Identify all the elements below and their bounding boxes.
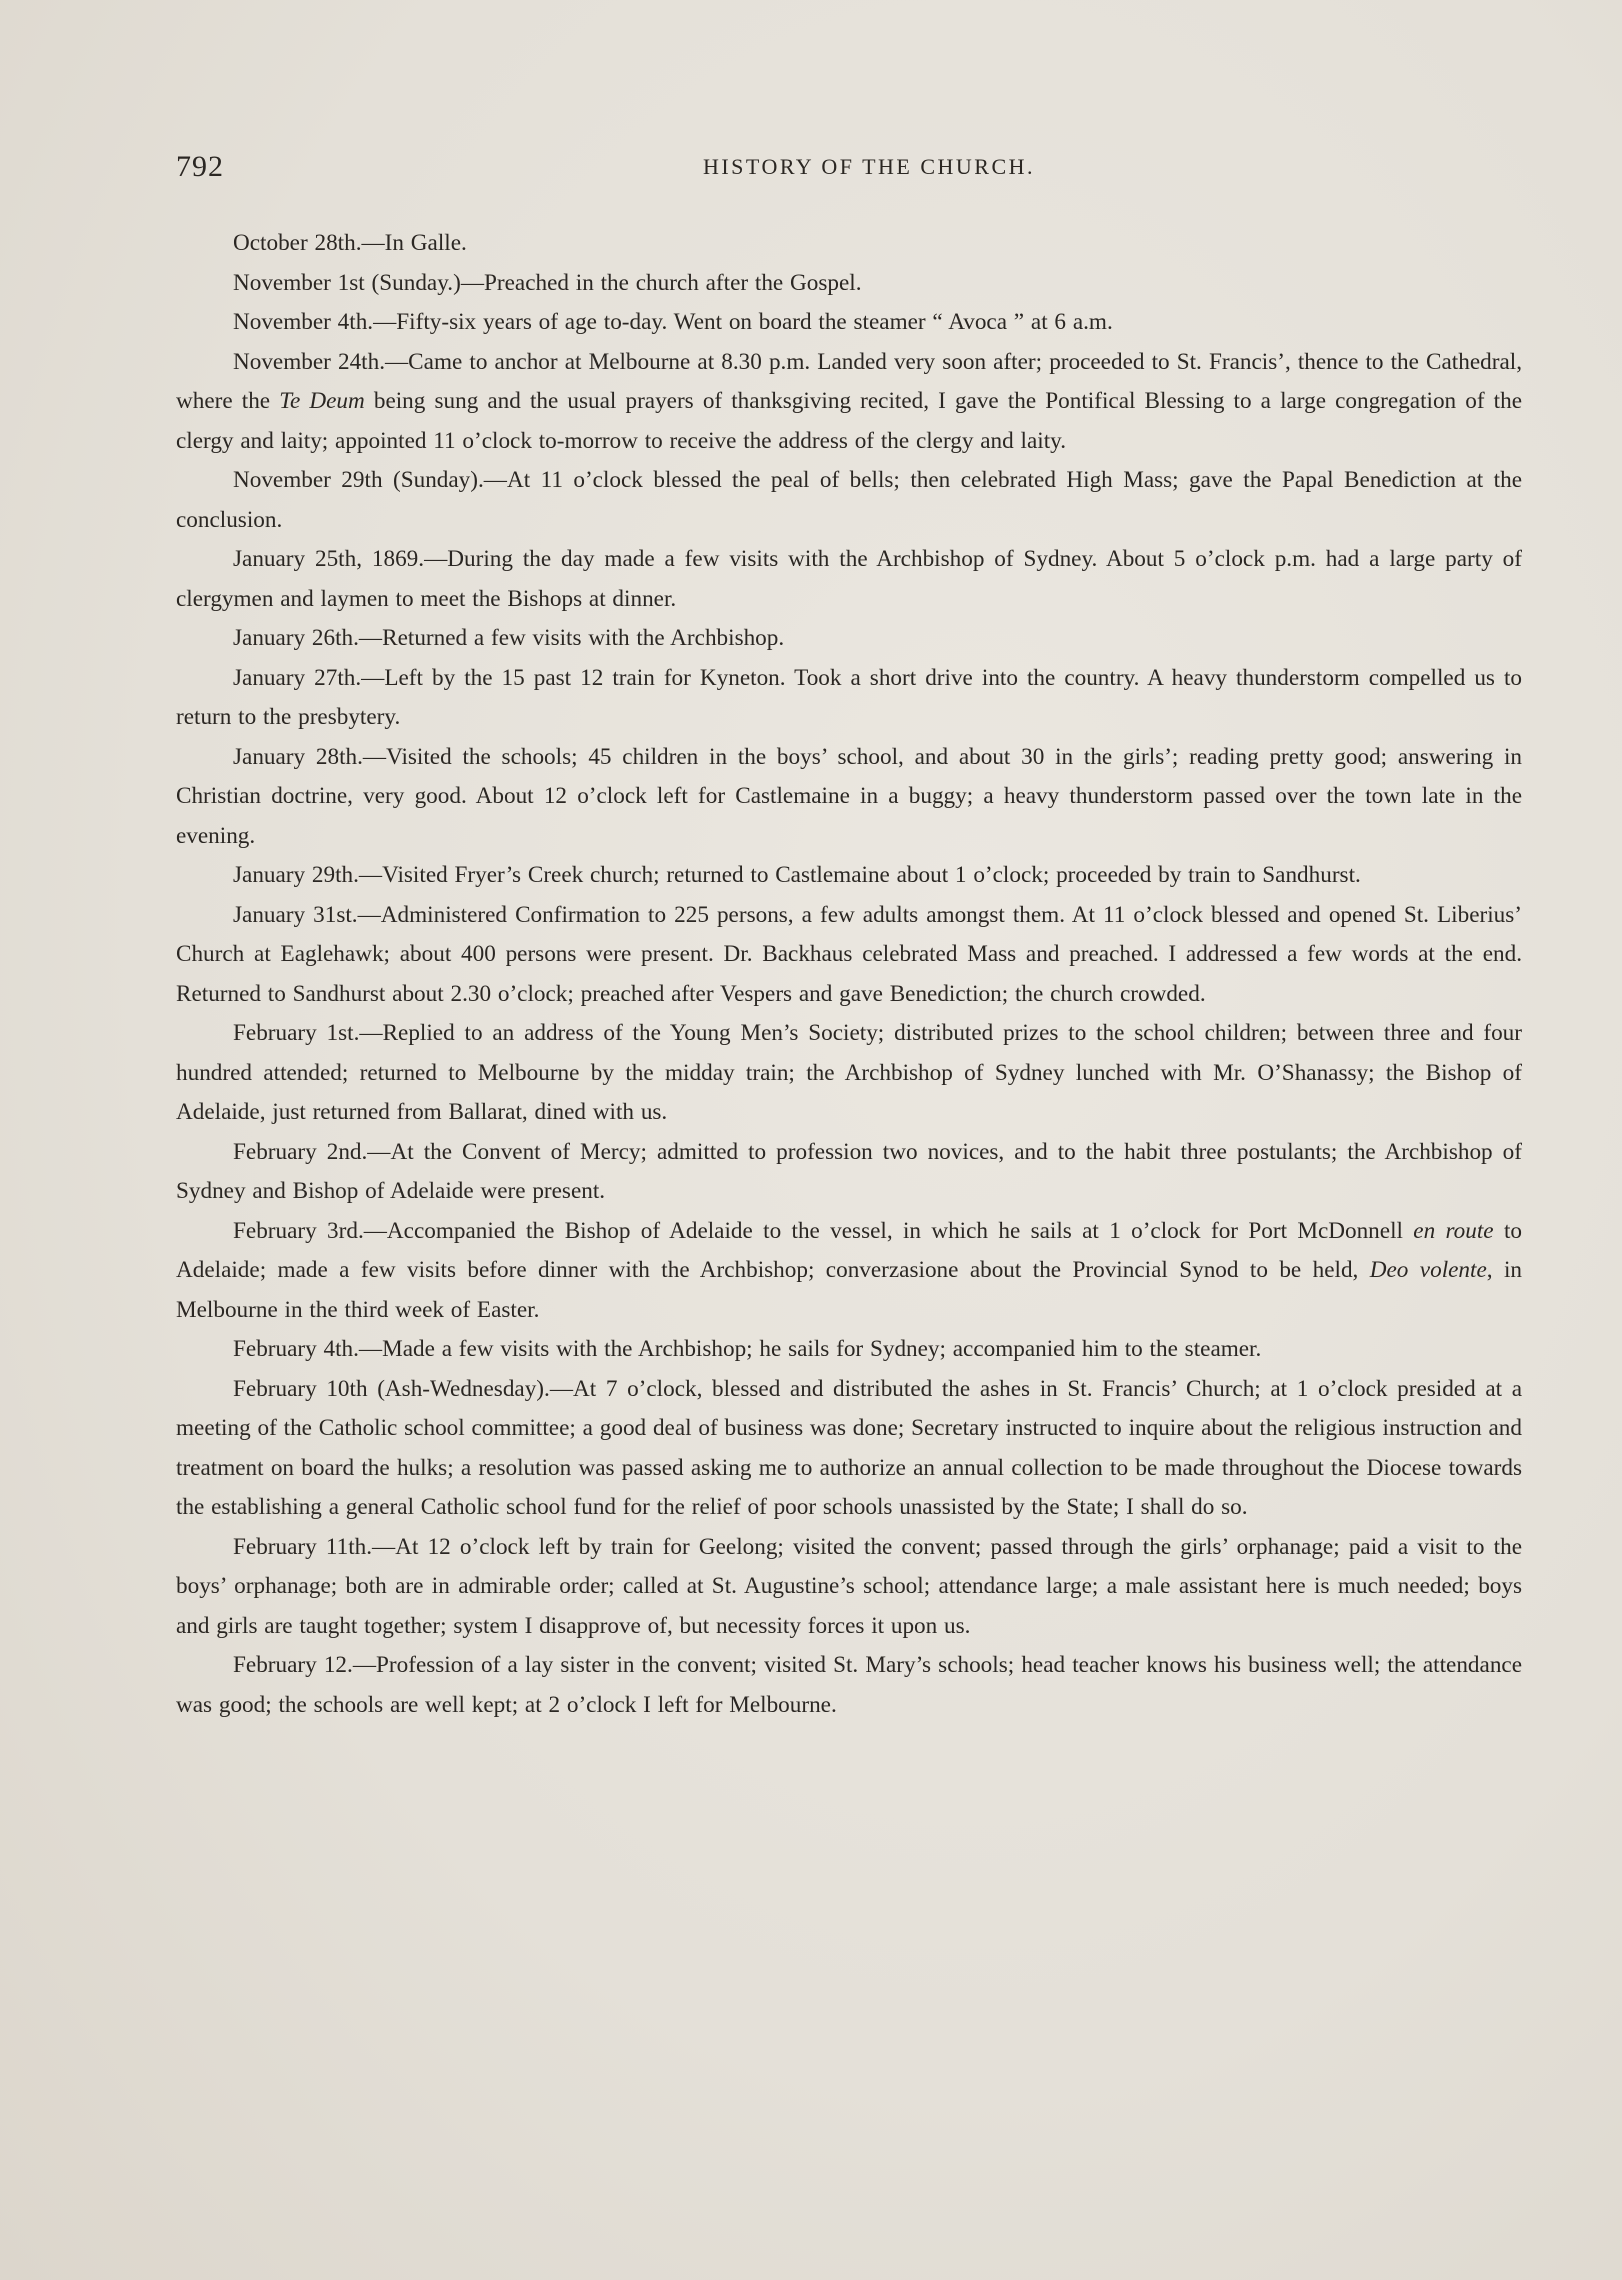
diary-entry: February 10th (Ash-Wednesday).—At 7 o’clock, blessed and distributed the ashes in St. Francis’ Church; at 1 o’clock presided at a meeting of the Catholic school committee; a good deal of business was done; Secretary instructed to inquire about the religious instruction and treatment on board the hulks; a resolution was passed asking me to authorize an annual collection to be made throughout the Diocese towards the establishing a general Catholic school fund for the relief of poor schools unassisted by the State; I shall do so. (176, 1375, 1522, 1520)
running-title: HISTORY OF THE CHURCH. (702, 154, 1036, 179)
diary-entry: January 25th, 1869.—During the day made a few visits with the Archbishop of Sydney. About 5 o’clock p.m. had a large party of clergymen and laymen to meet the Bishops at dinner. (176, 546, 1522, 612)
diary-entry: February 11th.—At 12 o’clock left by train for Geelong; visited the convent; passed through the girls’ orphanage; paid a visit to the boys’ orphanage; both are in admirable order; called at St. Augustine’s school; attendance large; a male assistant here is much needed; boys and girls are taught together; system I disapprove of, but necessity forces it upon us. (176, 1533, 1522, 1639)
diary-entry: January 31st.—Administered Confirmation to 225 persons, a few adults amongst them. At 11 o’clock blessed and opened St. Liberius’ Church at Eaglehawk; about 400 persons were present. Dr. Backhaus celebrated Mass and preached. I addressed a few words at the end. Returned to Sandhurst about 2.30 o’clock; preached after Vespers and gave Benediction; the church crowded. (176, 901, 1522, 1007)
diary-entry: February 1st.—Replied to an address of the Young Men’s Society; distributed prizes to the school children; between three and four hundred attended; returned to Melbourne by the midday train; the Archbishop of Sydney lunched with Mr. O’Shanassy; the Bishop of Adelaide, just returned from Ballarat, dined with us. (176, 1020, 1522, 1125)
page-number: 792 (176, 150, 224, 183)
diary-entry: February 2nd.—At the Convent of Mercy; admitted to profession two novices, and to the habit three postulants; the Archbishop of Sydney and Bishop of Adelaide were present. (176, 1138, 1522, 1204)
diary-entry: February 4th.—Made a few visits with the Archbishop; he sails for Sydney; accompanied him to the steamer. (233, 1336, 1262, 1362)
diary-entry: February 3rd.—Accompanied the Bishop of Adelaide to the vessel, in which he sails at 1 o’clock for Port McDonnell en route to Adelaide; made a few visits before dinner with the Archbishop; converzasione about the Provincial Synod to be held, Deo volente, in Melbourne in the third week of Easter. (176, 1217, 1523, 1323)
diary-entry: January 29th.—Visited Fryer’s Creek church; returned to Castlemaine about 1 o’clock; proceeded by train to Sandhurst. (233, 862, 1361, 888)
diary-entry: January 27th.—Left by the 15 past 12 train for Kyneton. Took a short drive into the country. A heavy thunderstorm compelled us to return to the presbytery. (176, 664, 1522, 730)
diary-entry: January 26th.—Returned a few visits with the Archbishop. (233, 625, 785, 651)
diary-text (176, 224, 1522, 1725)
diary-entry: February 12.—Profession of a lay sister in the convent; visited St. Mary’s schools; head teacher knows his business well; the attendance was good; the schools are well kept; at 2 o’clock I left for Melbourne. (176, 1652, 1522, 1718)
diary-entry: January 28th.—Visited the schools; 45 children in the boys’ school, and about 30 in the girls’; reading pretty good; answering in Christian doctrine, very good. About 12 o’clock left for Castlemaine in a buggy; a heavy thunderstorm passed over the town late in the evening. (176, 743, 1522, 849)
diary-entry: November 29th (Sunday).—At 11 o’clock blessed the peal of bells; then celebrated High Mass; gave the Papal Benediction at the conclusion. (176, 467, 1522, 533)
page-header (176, 150, 1522, 190)
diary-entry: November 4th.—Fifty-six years of age to-day. Went on board the steamer “ Avoca ” at 6 a.m. (233, 309, 1113, 335)
diary-entry: October 28th.—In Galle. (233, 230, 467, 256)
diary-entry: November 1st (Sunday.)—Preached in the church after the Gospel. (233, 269, 862, 296)
diary-entry: November 24th.—Came to anchor at Melbourne at 8.30 p.m. Landed very soon after; proceeded to St. Francis’, thence to the Cathedral, where the Te Deum being sung and the usual prayers of thanksgiving recited, I gave the Pontifical Blessing to a large congregation of the clergy and laity; appointed 11 o’clock to-morrow to receive the address of the clergy and laity. (176, 348, 1522, 454)
